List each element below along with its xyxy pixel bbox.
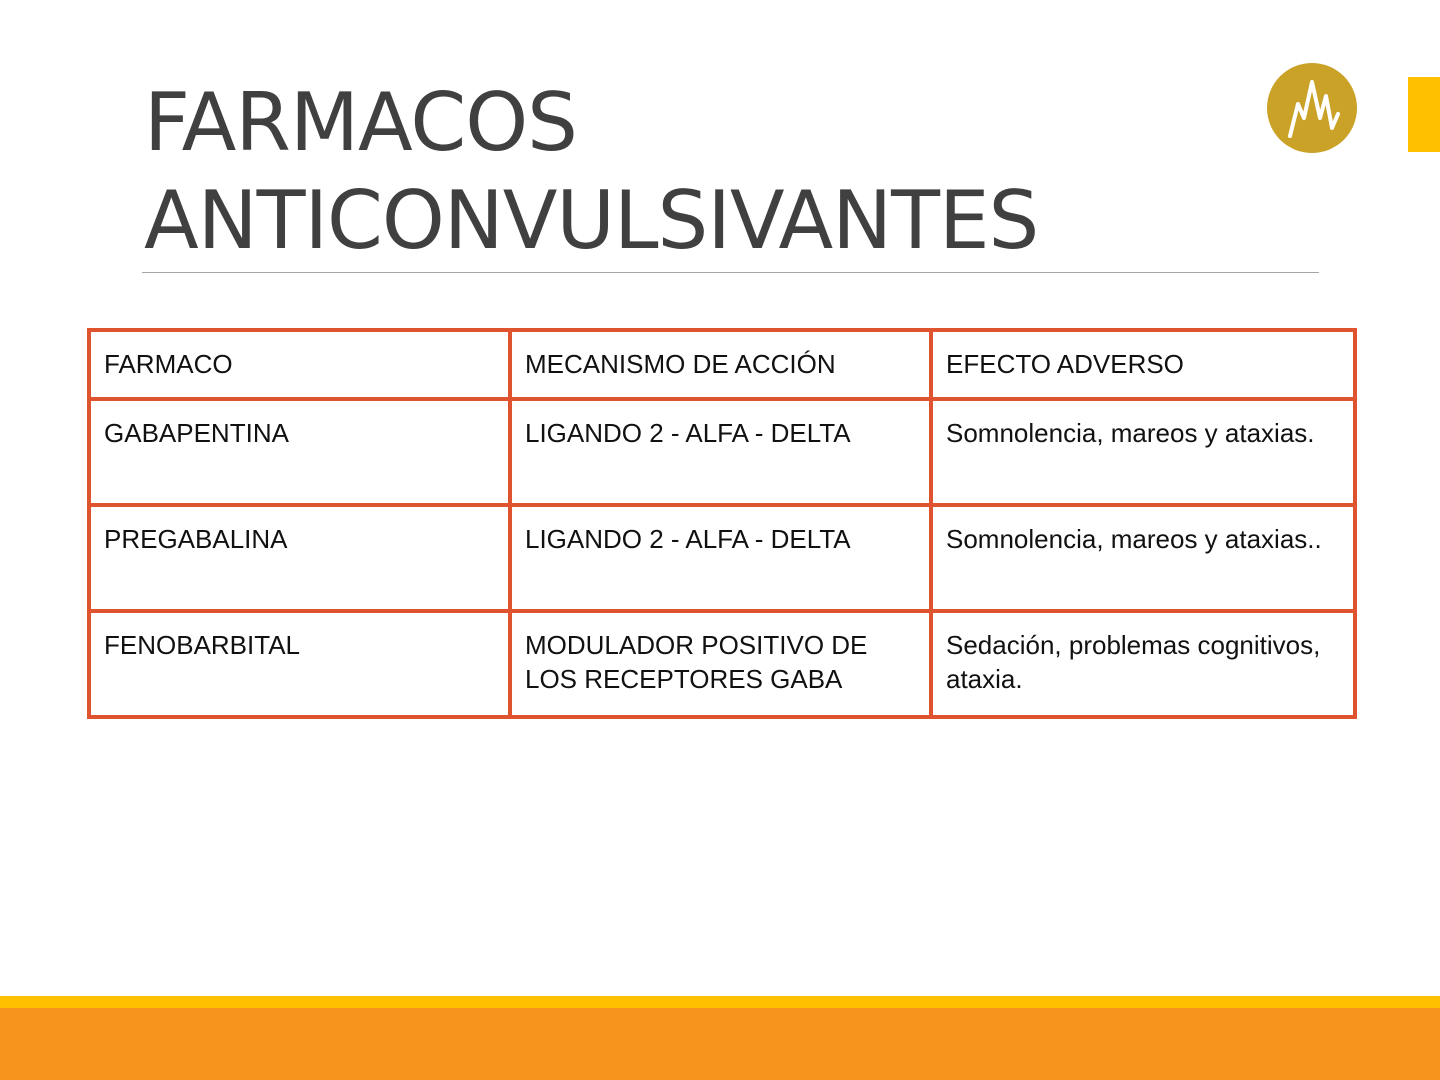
- cell-mecanismo: LIGANDO 2 - ALFA - DELTA: [510, 399, 931, 505]
- slide-title: [144, 74, 1038, 270]
- cell-mecanismo: LIGANDO 2 - ALFA - DELTA: [510, 505, 931, 611]
- drug-table: [87, 328, 1357, 719]
- footer-band-orange: [0, 1008, 1440, 1080]
- heartbeat-logo-icon: [1266, 62, 1358, 154]
- table-header-row: [89, 330, 1355, 399]
- cell-farmaco: FENOBARBITAL: [89, 611, 510, 717]
- title-divider: [142, 272, 1319, 273]
- table-row: [89, 505, 1355, 611]
- cell-mecanismo: MODULADOR POSITIVO DE LOS RECEPTORES GABA: [510, 611, 931, 717]
- slide-title-line-2: ANTICONVULSIVANTES: [144, 174, 1039, 267]
- cell-farmaco: GABAPENTINA: [89, 399, 510, 505]
- table-row: [89, 611, 1355, 717]
- header-cell-mecanismo: MECANISMO DE ACCIÓN: [510, 330, 931, 399]
- header-cell-farmaco: FARMACO: [89, 330, 510, 399]
- table-row: [89, 399, 1355, 505]
- footer-stripe-yellow: [0, 996, 1440, 1008]
- cell-efecto: Sedación, problemas cognitivos, ataxia.: [931, 611, 1355, 717]
- cell-efecto: Somnolencia, mareos y ataxias.: [931, 399, 1355, 505]
- header-cell-efecto: EFECTO ADVERSO: [931, 330, 1355, 399]
- accent-tab: [1408, 77, 1440, 152]
- slide-title-line-1: FARMACOS: [144, 76, 577, 169]
- cell-farmaco: PREGABALINA: [89, 505, 510, 611]
- cell-efecto: Somnolencia, mareos y ataxias..: [931, 505, 1355, 611]
